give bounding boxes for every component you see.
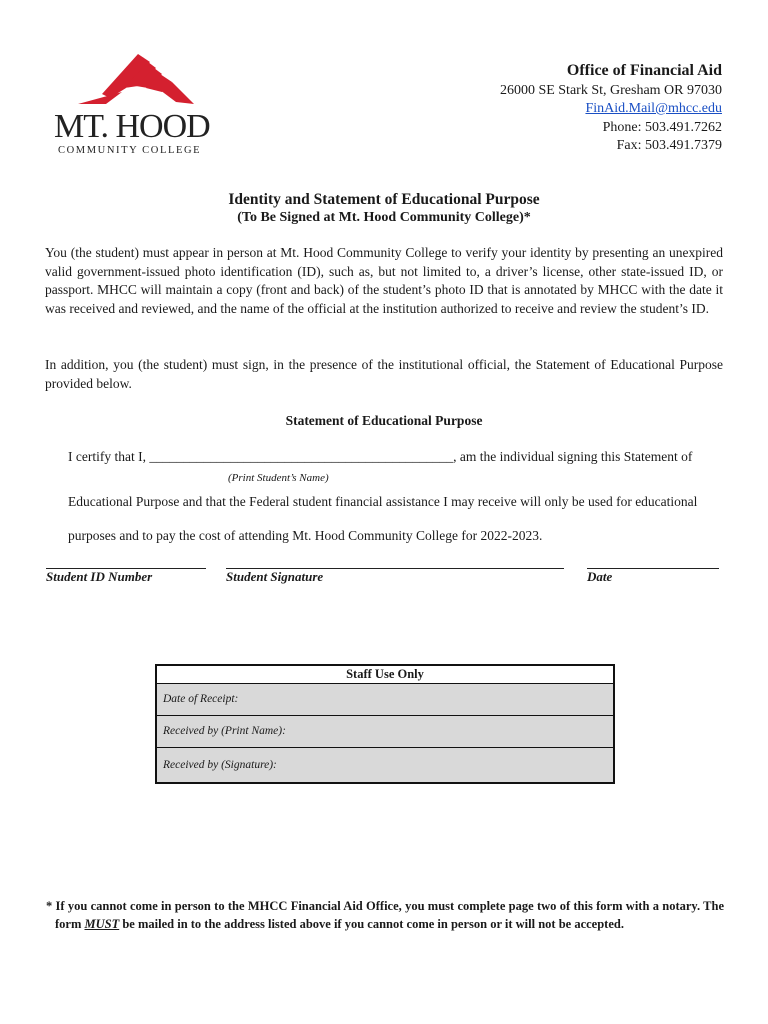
mountain-logo-icon xyxy=(76,52,196,110)
logo-subtitle: COMMUNITY COLLEGE xyxy=(58,145,202,156)
office-title: Office of Financial Aid xyxy=(566,62,722,79)
student-signature-label: Student Signature xyxy=(226,569,324,584)
footnote xyxy=(46,897,724,933)
received-by-name-field[interactable]: Received by (Print Name): xyxy=(157,716,613,748)
footnote-suffix: be mailed in to the address listed above if you cannot come in person or it will not be accepted. xyxy=(119,917,624,931)
office-contact-block xyxy=(500,62,722,156)
staff-table-header: Staff Use Only xyxy=(157,666,613,684)
office-address: 26000 SE Stark St, Gresham OR 97030 xyxy=(499,82,722,98)
student-id-label: Student ID Number xyxy=(46,569,153,584)
document-subtitle: (To Be Signed at Mt. Hood Community College)* xyxy=(237,210,531,225)
identity-paragraph: You (the student) must appear in person at Mt. Hood Community College to verify your identity by presenting an unexpired valid government-issued photo identification (ID), such as, but not limited to, a driver’s license, other state-issued ID, or passport. MHCC will maintain a copy (front and back) of the student’s photo ID that is annotated by MHCC with the date it was received and reviewed, and the name of the official at the institution authorized to receive and review the student’s ID. xyxy=(45,245,723,316)
signature-paragraph: In addition, you (the student) must sign, in the presence of the institutional official, the Statement of Educational Purpose provided below. xyxy=(45,357,723,391)
office-phone: Phone: 503.491.7262 xyxy=(602,119,722,135)
document-title: Identity and Statement of Educational Purpose xyxy=(228,191,540,208)
certify-line-3: purposes and to pay the cost of attending Mt. Hood Community College for 2022-2023. xyxy=(68,528,543,543)
certify-line: I certify that I, _____________________________________________, am the individual signing this Statement of xyxy=(68,449,693,464)
statement-heading: Statement of Educational Purpose xyxy=(285,413,483,428)
footnote-prefix: * If you cannot come in person to the MHCC Financial Aid Office, you must complete page two of this form with a notary. The form xyxy=(46,899,724,931)
office-email-link[interactable]: FinAid.Mail@mhcc.edu xyxy=(585,101,722,116)
print-name-caption: (Print Student’s Name) xyxy=(228,472,329,484)
logo-name: MT. HOOD xyxy=(54,108,210,145)
received-by-signature-field[interactable]: Received by (Signature): xyxy=(163,759,277,771)
date-of-receipt-field[interactable]: Date of Receipt: xyxy=(157,684,613,716)
date-label: Date xyxy=(587,569,613,584)
footnote-must: MUST xyxy=(84,917,120,931)
staff-use-table xyxy=(155,664,615,784)
college-logo xyxy=(52,52,224,162)
certify-line-2: Educational Purpose and that the Federal student financial assistance I may receive will only be used for educational xyxy=(68,494,698,509)
office-fax: Fax: 503.491.7379 xyxy=(616,138,722,153)
